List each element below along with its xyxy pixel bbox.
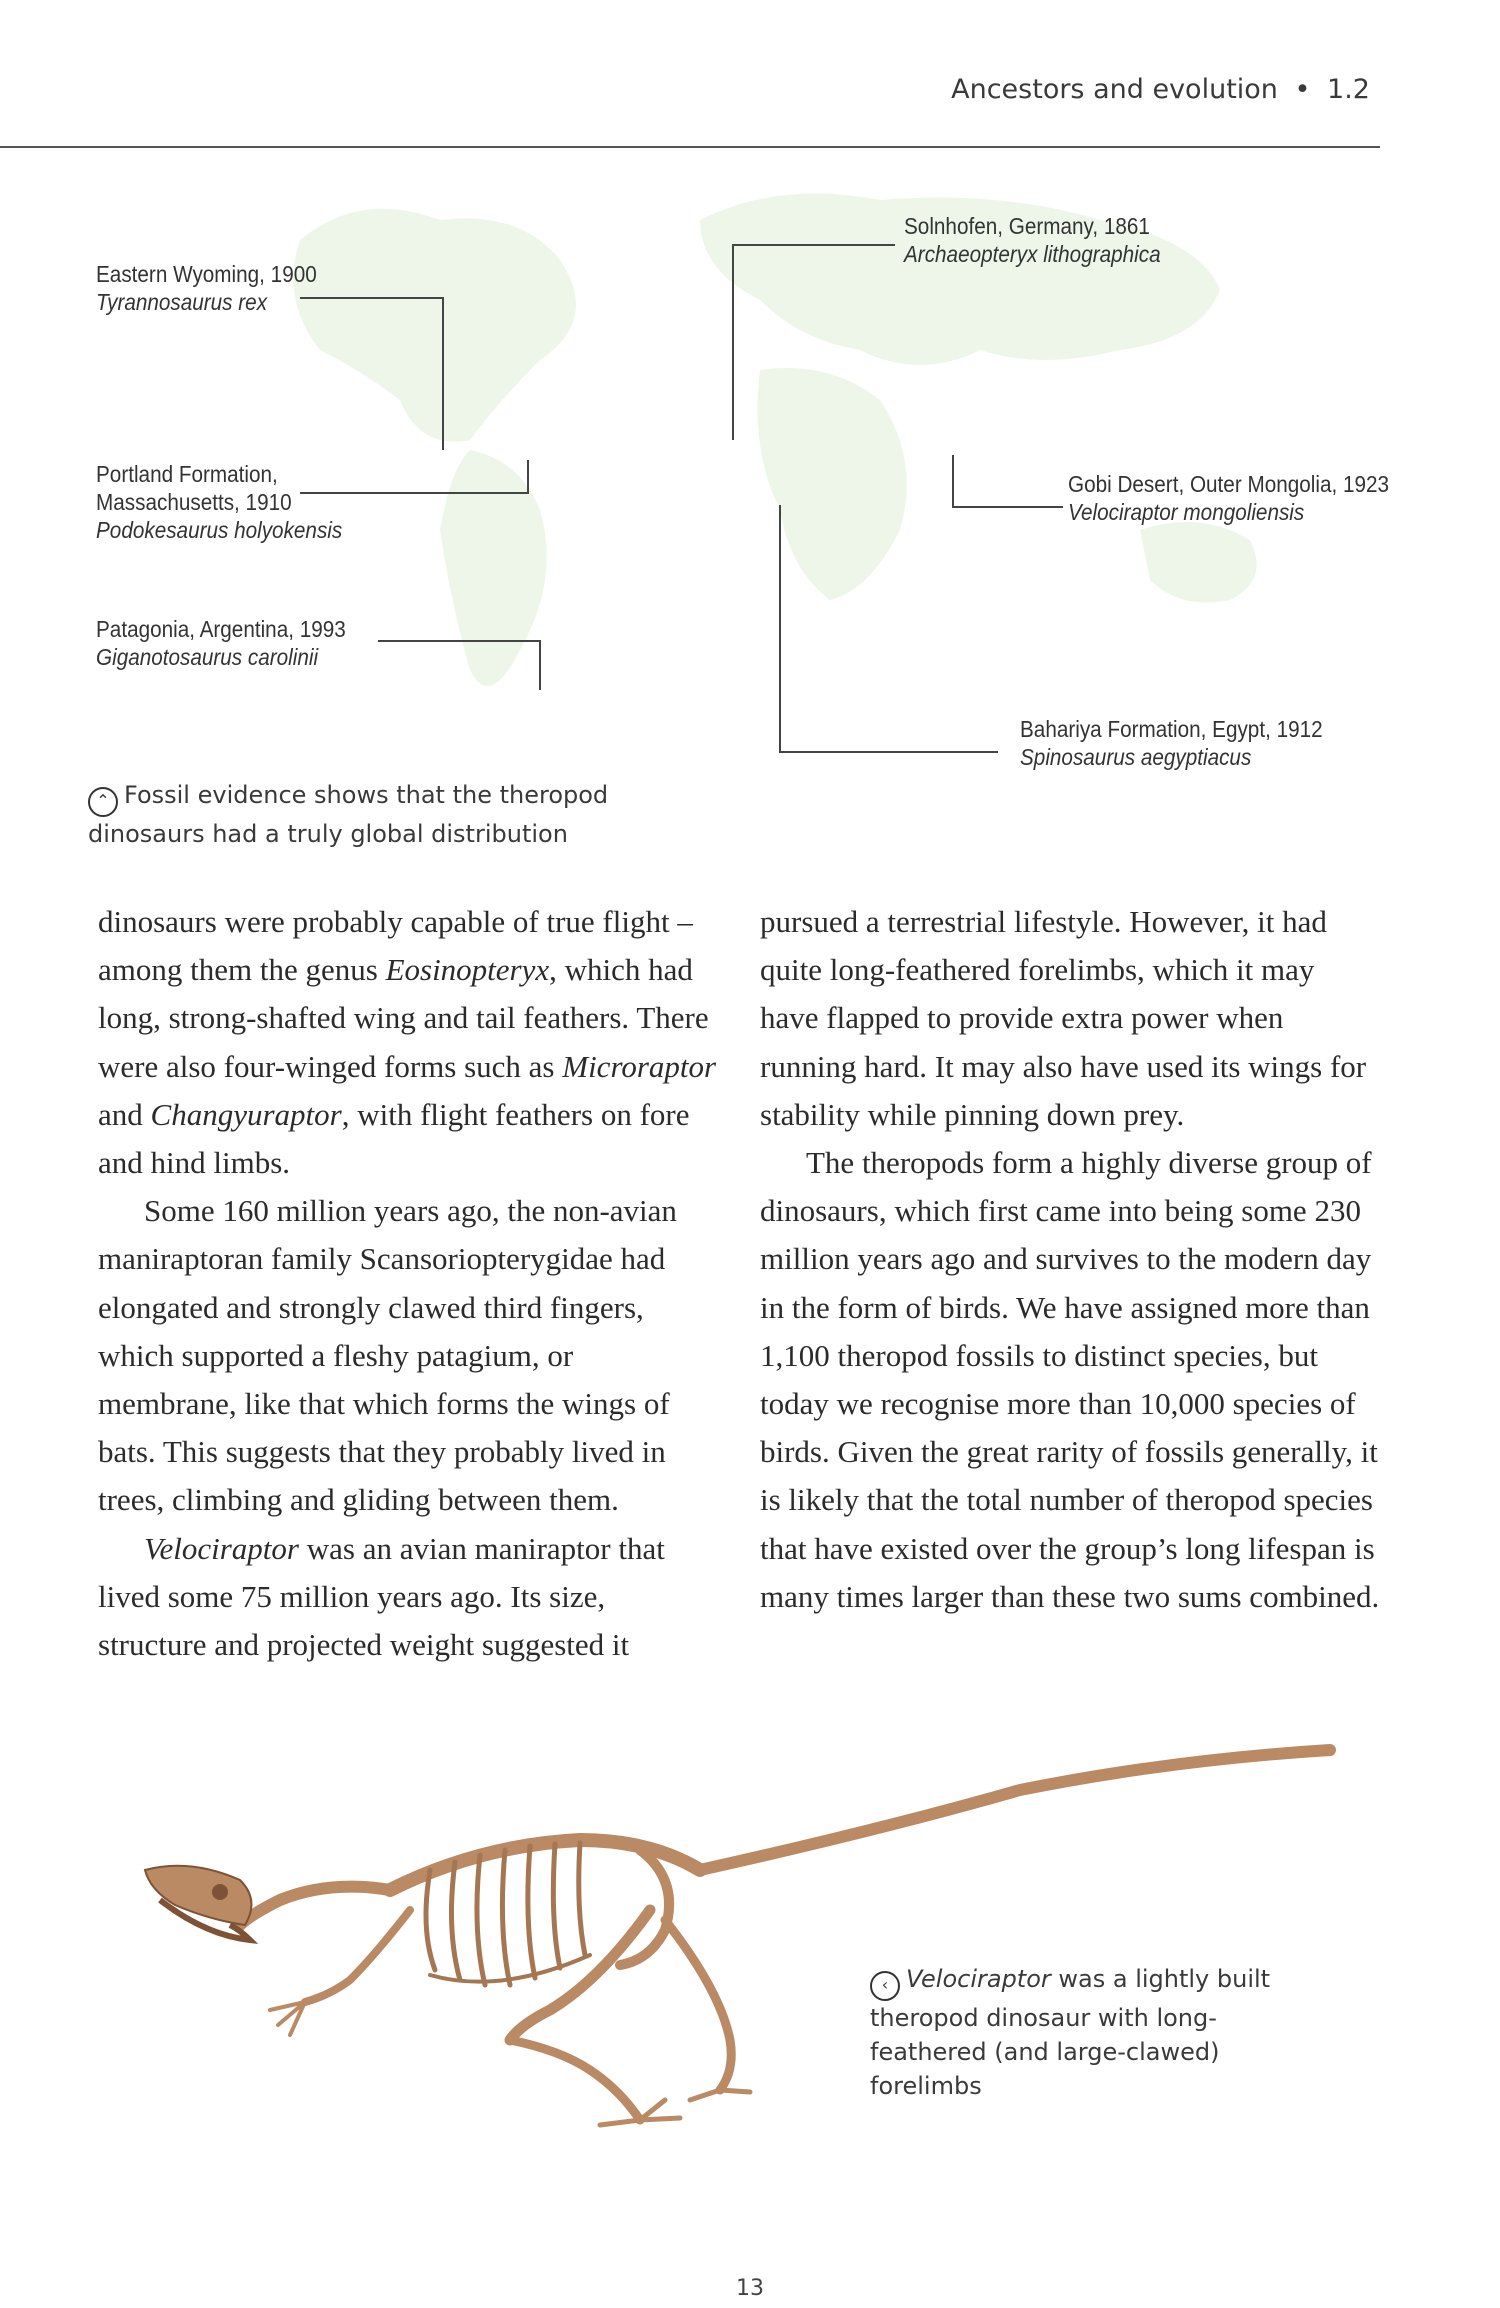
location-species: Archaeopteryx lithographica xyxy=(904,241,1161,267)
fossil-map-figure xyxy=(0,150,1500,870)
page-number: 13 xyxy=(736,2276,764,2301)
location-label-wyoming xyxy=(96,260,317,316)
paragraph: dinosaurs were probably capable of true flight – among them the genus Eosinopteryx, which had long, strong-shafted wing and tail feathers. There were also four-winged forms such as Microraptor and Changyuraptor, with flight feathers on fore and hind limbs. xyxy=(98,904,717,1181)
location-label-solnhofen xyxy=(904,212,1161,268)
location-place: Patagonia, Argentina, 1993 xyxy=(96,616,346,642)
location-place: Solnhofen, Germany, 1861 xyxy=(904,213,1150,239)
header-title: Ancestors and evolution xyxy=(951,74,1278,105)
location-place: Gobi Desert, Outer Mongolia, 1923 xyxy=(1068,471,1390,497)
paragraph: Velociraptor was an avian maniraptor that lived some 75 million years ago. Its size, structure and projected weight suggested it xyxy=(98,1530,665,1663)
velociraptor-skeleton-figure xyxy=(120,1740,1350,2140)
location-label-portland xyxy=(96,460,342,544)
header-separator: • xyxy=(1294,74,1311,105)
location-species: Spinosaurus aegyptiacus xyxy=(1020,744,1252,770)
location-place: Bahariya Formation, Egypt, 1912 xyxy=(1020,716,1323,742)
skeleton-caption-species: Velociraptor xyxy=(906,1965,1051,1993)
location-label-bahariya xyxy=(1020,715,1323,771)
location-place: Eastern Wyoming, 1900 xyxy=(96,261,317,287)
up-arrow-icon: ⌃ xyxy=(88,787,118,817)
location-species: Tyrannosaurus rex xyxy=(96,289,268,315)
paragraph: pursued a terrestrial lifestyle. However, it had quite long-feathered forelimbs, which it may have flapped to provide extra power when running hard. It may also have used its wings for stability while pinning down prey. xyxy=(760,904,1367,1132)
skeleton-neck xyxy=(240,1887,390,1925)
location-label-patagonia xyxy=(96,615,346,671)
skeleton-hindlimb-tibia xyxy=(510,2040,640,2120)
map-caption xyxy=(88,778,608,851)
location-species: Giganotosaurus carolinii xyxy=(96,644,319,670)
running-header xyxy=(951,74,1370,105)
body-column-left xyxy=(98,898,718,1669)
map-caption-line2: dinosaurs had a truly global distribution xyxy=(88,820,568,848)
location-label-gobi xyxy=(1068,470,1389,526)
skeleton-caption: ‹ Velociraptor was a lightly built theropod dinosaur with long- feathered (and large-clawed) forelimbs xyxy=(870,1965,1271,2100)
skeleton-forelimb xyxy=(305,1910,410,2002)
paragraph: Some 160 million years ago, the non-avian maniraptoran family Scansoriopterygidae had elongated and strongly clawed third fingers, which supported a fleshy patagium, or membrane, like that which forms the wings of bats. This suggests that they probably lived in trees, climbing and gliding between them. xyxy=(98,1193,677,1518)
left-arrow-icon: ‹ xyxy=(870,1971,900,2001)
map-caption-line1: Fossil evidence shows that the theropod xyxy=(124,781,609,809)
location-place: Portland Formation, xyxy=(96,461,278,487)
location-species: Podokesaurus holyokensis xyxy=(96,517,343,543)
location-species: Velociraptor mongoliensis xyxy=(1068,499,1305,525)
skeleton-skull xyxy=(145,1866,251,1940)
body-column-right xyxy=(760,898,1380,1621)
skeleton-tail xyxy=(700,1750,1330,1870)
header-section: 1.2 xyxy=(1327,74,1370,105)
location-place-line2: Massachusetts, 1910 xyxy=(96,489,292,515)
paragraph: The theropods form a highly diverse group of dinosaurs, which first came into being some 230 million years ago and survives to the modern day in the form of birds. We have assigned more than 1,100 theropod fossils to distinct species, but today we recognise more than 10,000 species of birds. Given the great rarity of fossils generally, it is likely that the total number of theropod species that have existed over the group’s long lifespan is many times larger than these two sums combined. xyxy=(760,1145,1380,1614)
leader-line-gobi xyxy=(953,455,1063,507)
header-rule xyxy=(0,146,1380,148)
